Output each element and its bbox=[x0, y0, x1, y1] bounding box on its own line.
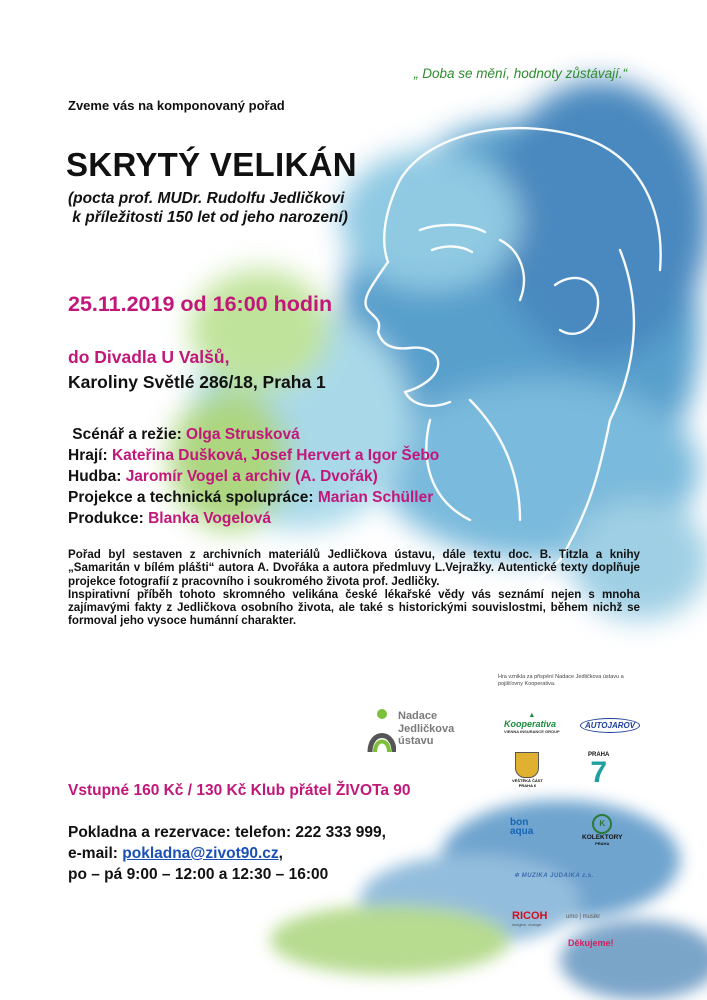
email-label: e-mail: bbox=[68, 845, 123, 862]
admission-price: Vstupné 160 Kč / 130 Kč Klub přátel ŽIVOTa 90 bbox=[68, 782, 411, 799]
kolektory-name: KOLEKTORY bbox=[582, 834, 623, 841]
credit-label: Hudba: bbox=[68, 468, 126, 485]
box-office-email-line bbox=[68, 843, 386, 864]
bonaqua-logo bbox=[510, 818, 533, 836]
vestska-name: VÉŠTĚKÁ ČÁST bbox=[512, 778, 543, 783]
invitation-text: Zveme vás na komponovaný pořad bbox=[68, 98, 285, 113]
venue-address: Karoliny Světlé 286/18, Praha 1 bbox=[68, 372, 326, 392]
muzika-judaika-logo bbox=[514, 872, 594, 879]
credit-value: Jaromír Vogel a archiv (A. Dvořák) bbox=[125, 468, 378, 485]
kooperativa-subtitle: VIENNA INSURANCE GROUP bbox=[504, 729, 560, 734]
description bbox=[68, 548, 640, 628]
email-link[interactable]: pokladna@zivot90.cz bbox=[122, 845, 279, 862]
venue-name: do Divadla U Valšů, bbox=[68, 347, 230, 367]
credit-label: Produkce: bbox=[68, 510, 149, 527]
credit-line-cast bbox=[68, 447, 439, 465]
credit-line-script bbox=[68, 426, 300, 444]
subtitle-line-2: k příležitosti 150 let od jeho narození) bbox=[68, 209, 348, 226]
credit-line-projection bbox=[68, 489, 433, 507]
bonaqua-line-2: aqua bbox=[510, 826, 534, 837]
event-date: 25.11.2019 od 16:00 hodin bbox=[68, 292, 333, 316]
ricoh-logo bbox=[512, 910, 547, 927]
credit-line-production bbox=[68, 510, 271, 528]
nadace-line-1: Nadace bbox=[398, 710, 438, 722]
credit-label: Scénář a režie: bbox=[68, 426, 187, 443]
bonaqua-line-1: bon bbox=[510, 817, 529, 828]
ricoh-tagline: imagine. change. bbox=[512, 922, 543, 927]
box-office-phone: Pokladna a rezervace: telefon: 222 333 999, bbox=[68, 824, 386, 841]
credit-value: Blanka Vogelová bbox=[148, 510, 272, 527]
thanks-text: Děkujeme! bbox=[568, 938, 614, 948]
praha-label: PRAHA bbox=[588, 752, 610, 758]
event-title: SKRYTÝ VELIKÁN bbox=[66, 146, 357, 183]
nadace-logo bbox=[366, 708, 476, 758]
subtitle-line-1: (pocta prof. MUDr. Rudolfu Jedličkovi bbox=[68, 190, 345, 207]
box-office-hours: po – pá 9:00 – 12:00 a 12:30 – 16:00 bbox=[68, 866, 329, 883]
kooperativa-logo bbox=[504, 712, 560, 734]
nadace-person-icon bbox=[366, 708, 396, 756]
kolektory-subtitle: PRAHA bbox=[595, 841, 610, 846]
star-icon: ✡ bbox=[514, 873, 522, 879]
nadace-logo-text bbox=[398, 710, 454, 748]
kolektory-emblem-icon: K bbox=[592, 814, 612, 834]
nadace-line-2: Jedličkova bbox=[398, 722, 455, 735]
muzika-judaika-name: MUZIKA JUDAIKA z.s. bbox=[521, 873, 594, 879]
vestska-logo bbox=[512, 752, 543, 788]
credit-label: Hrají: bbox=[68, 447, 112, 464]
praha7-logo bbox=[588, 752, 609, 788]
ricoh-name: RICOH bbox=[512, 910, 548, 922]
coat-of-arms-icon bbox=[515, 752, 539, 778]
box-office bbox=[68, 822, 386, 885]
credit-line-music bbox=[68, 468, 378, 486]
description-paragraph-2: Inspirativní příběh tohoto skromného velikána české lékařské vědy vás seznámí nejen s mnoha zajímavými fakty z Jedličkova osobního života, ale také s historickými souvislostmi, během nichž se formoval jeho vysoce humánní charakter. bbox=[68, 587, 640, 628]
praha-number: 7 bbox=[590, 756, 608, 789]
vestska-subtitle: PRAHA 6 bbox=[518, 783, 537, 788]
credit-value: Kateřina Dušková, Josef Hervert a Igor Šebo bbox=[111, 447, 440, 464]
credit-value: Olga Strusková bbox=[186, 426, 300, 443]
sponsor-note: Hra vznikla za přispění Nadace Jedličkova ústavu a pojišťovny Kooperativa. bbox=[498, 674, 624, 687]
email-suffix: , bbox=[278, 845, 283, 862]
autojarov-logo: AUTOJAROV bbox=[580, 718, 640, 733]
kolektory-logo bbox=[582, 814, 622, 846]
credit-value: Marian Schüller bbox=[317, 489, 434, 506]
kooperativa-triangle-icon: ▲ bbox=[528, 712, 536, 719]
description-paragraph-1: Pořad byl sestaven z archivních materiálů Jedličkova ústavu, dále textu doc. B. Titzla a knihy „Samaritán v bílém plášti“ autora A. Dvořáka a autora předmluvy L.Vejražky. Autentické texty doplňuje projekce fotografií z pracovního i soukromého života prof. Jedličky. bbox=[68, 548, 640, 588]
credit-label: Projekce a technická spolupráce: bbox=[68, 489, 318, 506]
umo-logo: umo | musikr bbox=[566, 914, 601, 920]
kooperativa-name: Kooperativa bbox=[504, 719, 557, 729]
motto: „ Doba se mění, hodnoty zůstávají.“ bbox=[414, 66, 628, 81]
nadace-line-3: ústavu bbox=[398, 735, 434, 747]
